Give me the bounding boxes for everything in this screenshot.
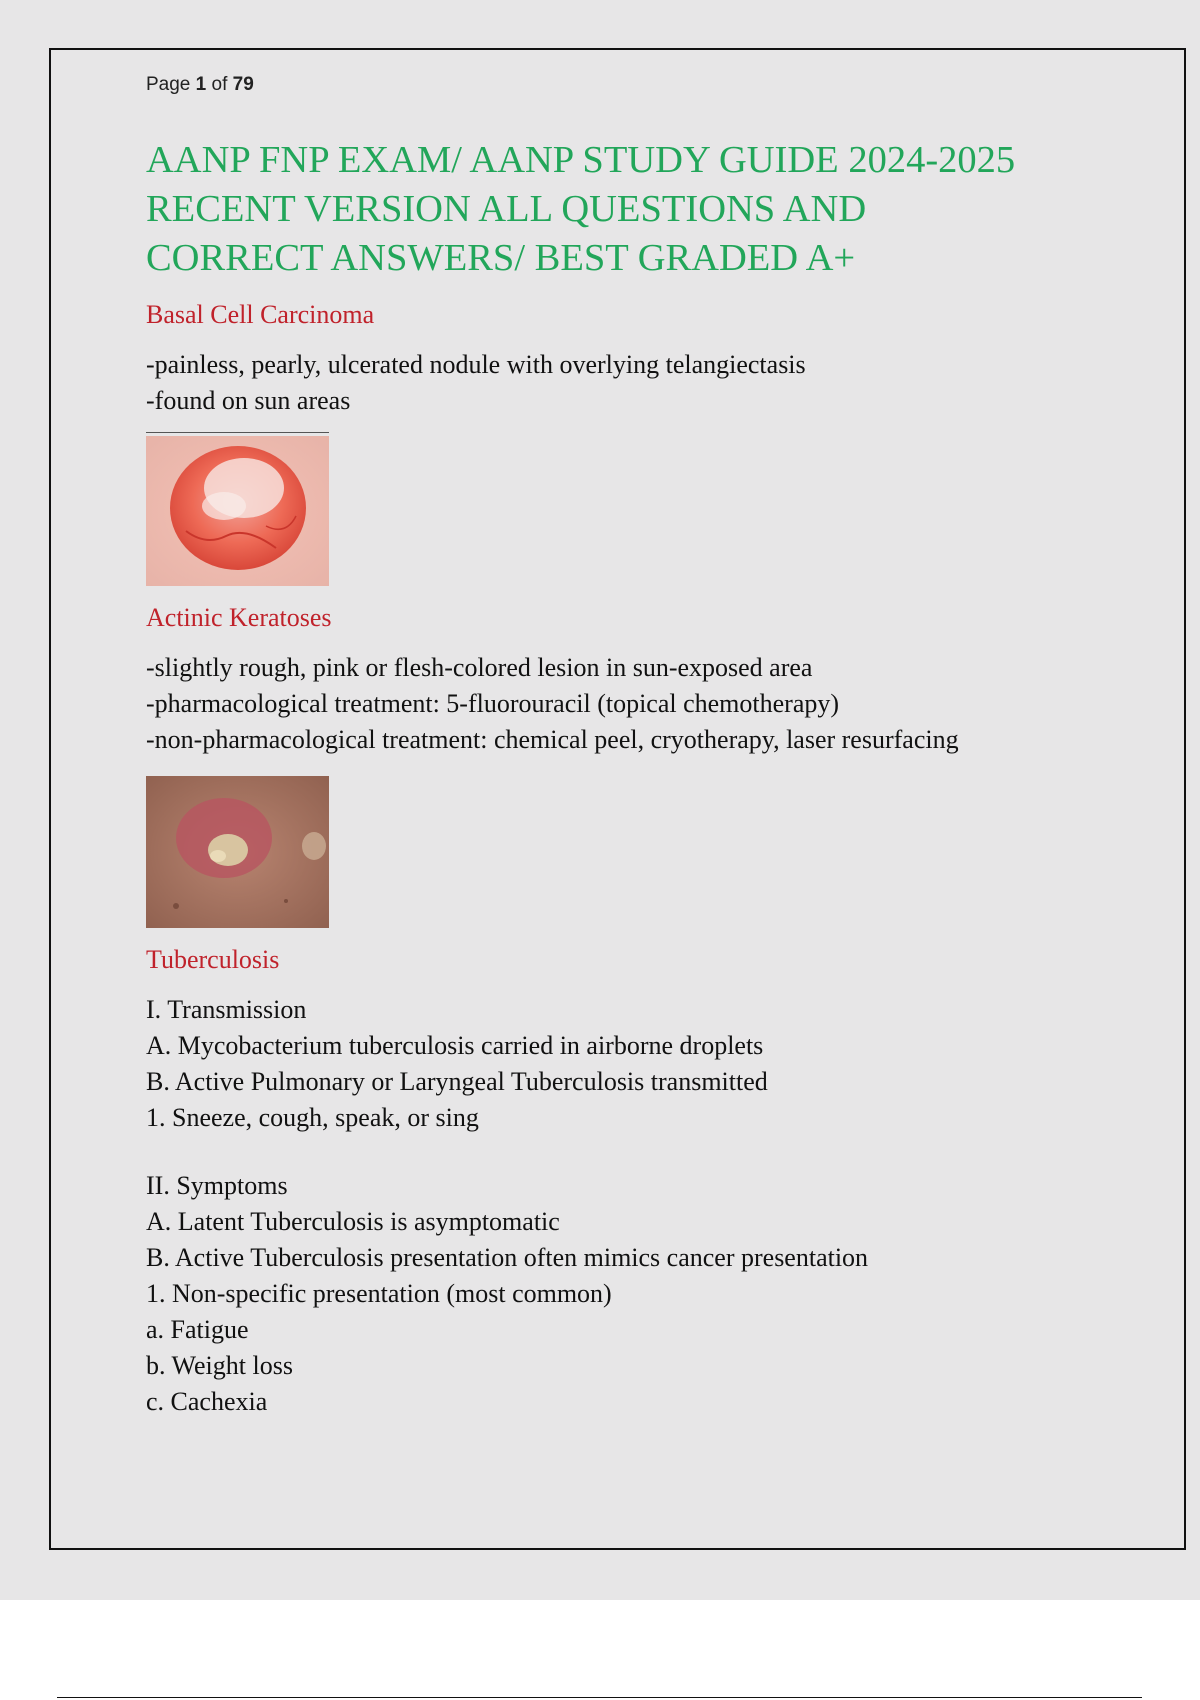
title-line: AANP FNP EXAM/ AANP STUDY GUIDE 2024-2025 xyxy=(146,139,1016,181)
body-line: -slightly rough, pink or flesh-colored lesion in sun-exposed area xyxy=(146,653,813,682)
page-current: 1 xyxy=(195,74,207,95)
actinic-keratoses-image xyxy=(146,776,329,928)
body-line: A. Mycobacterium tuberculosis carried in airborne droplets xyxy=(146,1031,764,1060)
blank-line xyxy=(146,1136,1146,1168)
body-line: -painless, pearly, ulcerated nodule with overlying telangiectasis xyxy=(146,350,806,379)
body-line: I. Transmission xyxy=(146,995,307,1024)
section-body-actinic-keratoses xyxy=(146,650,1146,758)
section-heading-tuberculosis: Tuberculosis xyxy=(146,945,280,974)
document-title xyxy=(146,136,1146,283)
section-heading-actinic-keratoses: Actinic Keratoses xyxy=(146,603,332,632)
page-label: Page xyxy=(146,74,191,95)
body-line: -non-pharmacological treatment: chemical peel, cryotherapy, laser resurfacing xyxy=(146,725,959,754)
body-line: a. Fatigue xyxy=(146,1315,249,1344)
page-number xyxy=(146,70,1146,100)
page-content xyxy=(146,70,1146,1420)
body-line: -found on sun areas xyxy=(146,386,351,415)
body-line: -pharmacological treatment: 5-fluorouracil (topical chemotherapy) xyxy=(146,689,840,718)
section-body-tuberculosis xyxy=(146,992,1146,1420)
basal-cell-carcinoma-image xyxy=(146,436,329,586)
image-divider xyxy=(146,432,329,433)
body-line: B. Active Tuberculosis presentation often mimics cancer presentation xyxy=(146,1243,869,1272)
title-line: CORRECT ANSWERS/ BEST GRADED A+ xyxy=(146,237,856,279)
title-line: RECENT VERSION ALL QUESTIONS AND xyxy=(146,188,867,230)
body-line: 1. Sneeze, cough, speak, or sing xyxy=(146,1103,479,1132)
body-line: B. Active Pulmonary or Laryngeal Tuberculosis transmitted xyxy=(146,1067,768,1096)
body-line: b. Weight loss xyxy=(146,1351,293,1380)
body-line: c. Cachexia xyxy=(146,1387,268,1416)
section-body-basal-cell-carcinoma xyxy=(146,347,1146,419)
body-line: II. Symptoms xyxy=(146,1171,288,1200)
body-line: 1. Non-specific presentation (most common) xyxy=(146,1279,612,1308)
body-line: A. Latent Tuberculosis is asymptomatic xyxy=(146,1207,560,1236)
page-of: of xyxy=(211,74,228,95)
page-total: 79 xyxy=(232,74,254,95)
section-heading-basal-cell-carcinoma: Basal Cell Carcinoma xyxy=(146,300,375,329)
next-page-rule xyxy=(57,1697,1142,1698)
